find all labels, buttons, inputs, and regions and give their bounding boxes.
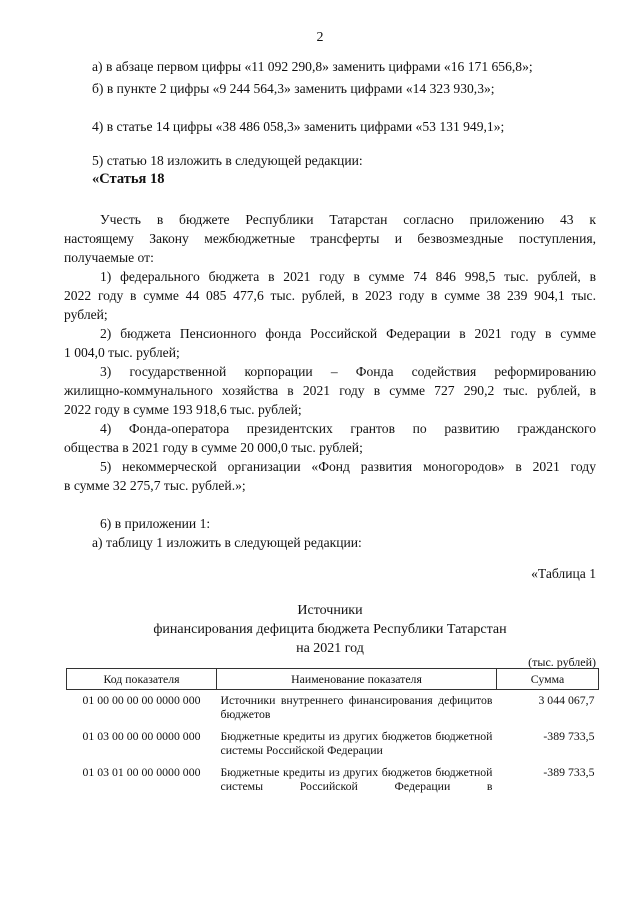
table-heading-line-2: финансирования дефицита бюджета Республики Татарстан (153, 622, 507, 637)
table-row (67, 762, 599, 798)
table-header-row (67, 669, 599, 690)
column-header-name: Наименование показателя (217, 669, 497, 690)
item-6-line-2: а) таблицу 1 изложить в следующей редакции: (92, 535, 362, 550)
table-heading-line-1: Источники (297, 603, 363, 618)
article-intro-line-1: Учесть в бюджете Республики Татарстан согласно приложению 43 к (100, 212, 596, 227)
column-header-code: Код показателя (67, 669, 217, 690)
article-p1-line-2: 2022 году в сумме 44 085 477,6 тыс. рублей, в 2023 году в сумме 38 239 904,1 тыс. (64, 288, 596, 303)
article-intro-line-2: настоящему Закону межбюджетные трансферты и безвозмездные поступления, (64, 231, 596, 246)
row-code: 01 00 00 00 00 0000 000 (82, 693, 201, 707)
amendment-item-5: 5) статью 18 изложить в следующей редакции: (92, 153, 363, 168)
article-p1-line-1: 1) федерального бюджета в 2021 году в сумме 74 846 998,5 тыс. рублей, в (100, 269, 596, 284)
financing-sources-table (66, 668, 599, 798)
row-sum: -389 733,5 (543, 729, 595, 743)
table-reference: «Таблица 1 (531, 566, 596, 581)
table-row (67, 726, 599, 762)
table-row (67, 690, 599, 727)
article-p5-line-1: 5) некоммерческой организации «Фонд развития моногородов» в 2021 году (100, 459, 596, 474)
article-p3-line-1: 3) государственной корпорации – Фонда содействия реформированию (100, 364, 596, 379)
row-code: 01 03 00 00 00 0000 000 (82, 729, 201, 743)
article-p4-line-1: 4) Фонда-оператора президентских грантов по развитию гражданского (100, 421, 596, 436)
article-intro-line-3: получаемые от: (64, 250, 154, 265)
article-p3-line-3: 2022 году в сумме 193 918,6 тыс. рублей; (64, 402, 302, 417)
amendment-item-4: 4) в статье 14 цифры «38 486 058,3» заменить цифрами «53 131 949,1»; (92, 119, 505, 134)
row-name: Бюджетные кредиты из других бюджетов бюджетной системы Российской Федерации в (220, 765, 493, 793)
article-p2-line-2: 1 004,0 тыс. рублей; (64, 345, 180, 360)
column-header-sum: Сумма (497, 669, 599, 690)
article-p4-line-2: общества в 2021 году в сумме 20 000,0 тыс. рублей; (64, 440, 363, 455)
article-p3-line-2: жилищно-коммунального хозяйства в 2021 году в сумме 727 290,2 тыс. рублей, в (64, 383, 596, 398)
amendment-a: а) в абзаце первом цифры «11 092 290,8» заменить цифрами «16 171 656,8»; (92, 59, 533, 74)
units-label: (тыс. рублей) (528, 655, 596, 669)
article-title: «Статья 18 (92, 171, 165, 187)
table-heading-line-3: на 2021 год (296, 641, 364, 656)
row-sum: 3 044 067,7 (538, 693, 595, 707)
item-6-line-1: 6) в приложении 1: (100, 516, 211, 531)
row-name: Бюджетные кредиты из других бюджетов бюджетной системы Российской Федерации (220, 729, 493, 757)
row-code: 01 03 01 00 00 0000 000 (82, 765, 201, 779)
article-p1-line-3: рублей; (64, 307, 108, 322)
row-name: Источники внутреннего финансирования дефицитов бюджетов (220, 693, 493, 721)
page-number: 2 (316, 30, 324, 45)
amendment-b: б) в пункте 2 цифры «9 244 564,3» заменить цифрами «14 323 930,3»; (92, 81, 495, 96)
article-p2-line-1: 2) бюджета Пенсионного фонда Российской Федерации в 2021 году в сумме (100, 326, 596, 341)
row-sum: -389 733,5 (543, 765, 595, 779)
article-p5-line-2: в сумме 32 275,7 тыс. рублей.»; (64, 478, 246, 493)
